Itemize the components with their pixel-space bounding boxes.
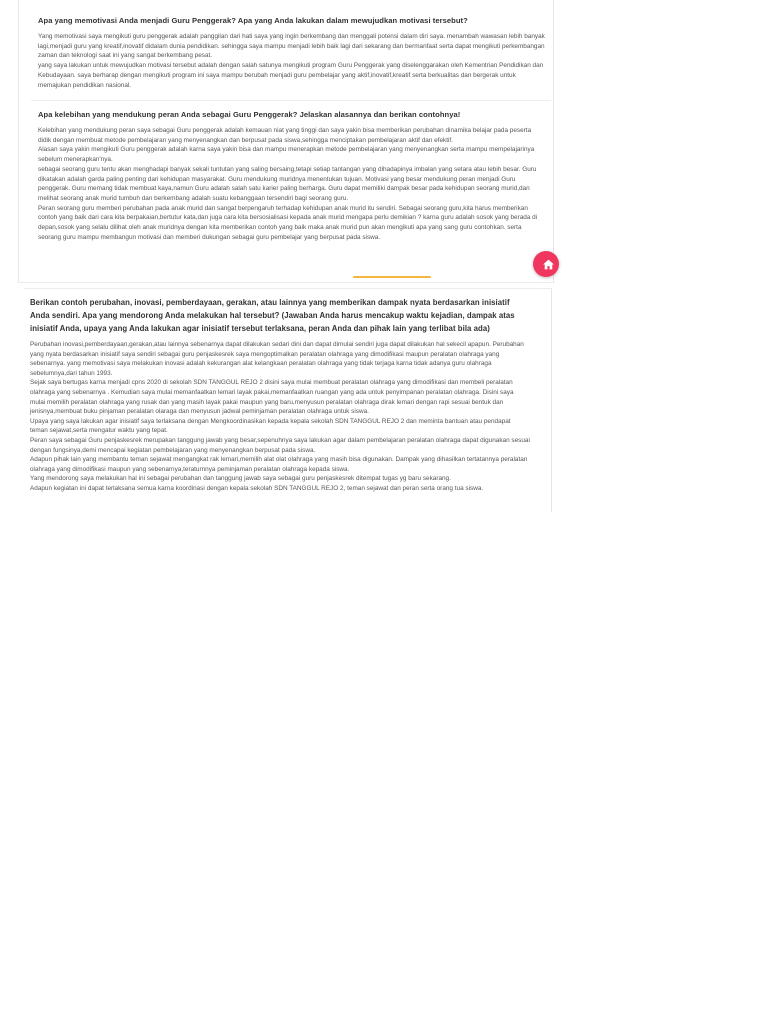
question-heading: Apa kelebihan yang mendukung peran Anda sebagai Guru Penggerak? Jelaskan alasannya dan berikan contohnya! [38,110,461,119]
answer-paragraph: Peran seorang guru memberi perubahan pada anak murid dan sangat berpengaruh terhadap kehidupan anak murid itu sendiri. Sebagai seorang guru,kita harus memberikan contoh yang baik dari cara kita berpakaian,bertutur kata,dan juga cara kita bersosialisasi kepada anak murid mengapa perlu demikian ? karna guru adalah sosok yang berada di depan,sosok yang selalu dilihat oleh anak muridnya dengan kita memberikan contoh yang baik maka anak murid pun akan mengikuti apa yang sang guru contohkan. serta seorang guru mampu membangun motivasi dan memberi dukungan sebagai guru pembelajar yang berpusat pada siswa. [38,204,538,241]
answer-paragraph: Adapun kegiatan ini dapat terlaksana semua karna koordinasi dengan kepala sekolah SDN TANGGUL REJO 2, teman sejawat dan peran serta orang tua siswa. [30,484,484,492]
question-heading: Apa yang memotivasi Anda menjadi Guru Penggerak? Apa yang Anda lakukan dalam mewujudkan motivasi tersebut? [38,16,468,25]
answer-paragraph: Yang mendorong saya melakukan hal ini sebagai perubahan dan tanggung jawab saya sebagai guru penjaskesrek ditempat tugas yg baru sekarang. [30,475,451,483]
answer-paragraph: sebagai seorang guru tentu akan menghadapi banyak sekali tuntutan yang saling bersaing,tetapi setiap tantangan yang dihadapinya imbalan yang setara atau lebih besar. Guru dikatakan adalah garda paling penting dari kehidupan masyarakat. Guru mendukung muridnya menentukan tujuan. Motivasi yang besar mendukung peran menjadi Guru penggerak. Guru memang tidak membuat kaya,namun Guru adalah salah satu karier paling berharga. Guru dapat memiliki dampak besar pada kehidupan seorang murid,dan melihat seorang anak murid tumbuh dan berkembang adalah suatu kebanggaan tersendiri bagi seorang guru. [38,165,537,202]
section-accent-bar [353,276,431,278]
answer-paragraph: Adapun pihak lain yang membantu teman sejawat mengangkat rak lemari,memilih alat olat olahraga yang masih bisa digunakan. Dampak yang dihasilkan tertatannya peralatan olahraga yang dimodifikasi maupun yang sebenarnya,teraturnnya peminjaman peralatan olahraga kepada siswa. [30,456,528,473]
qa-strengths [38,109,546,242]
answer-paragraph: Kelebihan yang mendukung peran saya sebagai Guru penggerak adalah kemauan niat yang tinggi dan saya yakin bisa memberikan perubahan dinamika belajar pada peserta didik dengan membuat metode pembelajaran yang menyenangkan dan berpusat pada siswa,sehingga menciptakan pembelajaran aktif dan efektif. [38,127,532,144]
home-button[interactable] [533,251,559,277]
answer-paragraph: Peran saya sebagai Guru penjaskesrek merupakan tanggung jawab yang besar,sepenuhnya saya lakukan agar dalam pembelajaran peralatan olahraga dapat digunakan sesuai dengan fungsinya,demi mencapai kegiatan pembelajaran yang menyenangkan berpusat pada siswa. [30,436,530,454]
answer-paragraph: Perubahan inovasi,pemberdayaan,gerakan,atau lainnya sebenarnya dapat dilakukan sedari dini dan dapat dimulai sendiri juga dapat dilakukan hal sekecil apapun. Perubahan yang nyata berdasarkan inisiatif saya sendiri sebagai guru penjaskesrek saya mengoptimalkan peralatan olahraga yang dimodifikasi maupun peralatan olahraga yang sebenarnya. yang memotivasi saya melakukan inovasi adalah kekurangan alat kelangkaan peralatan olahraga yang tidak terjaga karna tidak adanya guru olahraga sebelumnya,dari tahun 1993. [30,341,524,377]
qa-motivation [38,15,546,90]
answer-paragraph: Sejak saya bertugas karna menjadi cpns 2020 di sekolah SDN TANGGUL REJO 2 disini saya mulai membuat peralatan olahraga yang dimodifikasi dan membeli peralatan olahraga yang sebenarnya . Kemudian saya mulai memanfaatkan lemari layak pakai,memanfaatkan ruangan yang ada untuk penyimpanan peralatan olahraga. Disini saya mulai memilih peralatan olahraga yang rusak dan yang masih layak pakai maupun yang baru,menyusun peralatan olahraga dirak lemari dengan rapi sesuai bentuk dan jenisnya,membuat buku pinjaman peralatan olaraga dan menyusun jadwal peminjaman peralatan olahraga untuk siswa. [30,379,514,416]
answer-text [38,126,546,242]
answer-paragraph: yang saya lakukan untuk mewujudkan motivasi tersebut adalah dengan salah satunya mengikuti program Guru Penggerak yang diselenggarakan oleh Kementrian Pendidikan dan Kebudayaan. saya berharap dengan mengikuti program ini saya mampu berubah menjadi guru pembelajar yang aktif,inovatif,kreatif serta berkualitas dan bergerak untuk memajukan pendidikan nasional. [38,62,544,89]
question-heading: Berikan contoh perubahan, inovasi, pemberdayaan, gerakan, atau lainnya yang memberikan dampak nyata berdasarkan inisiatif Anda sendiri. Apa yang mendorong Anda melakukan hal tersebut? (Jawaban Anda harus mencakup waktu kejadian, dampak atas inisiatif Anda, upaya yang Anda lakukan agar inisiatif tersebut terlaksana, peran Anda dan pihak lain yang terlibat bila ada) [30,298,515,333]
home-icon [542,258,555,271]
qa-initiative [30,296,530,494]
answer-text [30,340,530,494]
answer-paragraph: Yang memotivasi saya mengikuti guru penggerak adalah panggilan dari hati saya yang ingin berkembang dan menggali potensi dalam diri saya. menambah wawasan lebih banyak lagi,menjadi guru yang kreatif,inovatif didalam dunia pendidikan. sehingga saya mampu menjadi lebih baik lagi dari sekarang dan bermanfaat serta dapat mengikuti perkembangan zaman dan teknologi saat ini yang sangat berkembang pesat. [38,33,545,60]
answer-paragraph: Alasan saya yakin mengikuti Guru penggerak adalah karna saya yakin bisa dan mampu menerapkan metode pembelajaran yang menyenangkan serta mampu mempelajarinya sebelum menerapkan'nya. [38,146,535,164]
answer-paragraph: Upaya yang saya lakukan agar inisiatif saya terlaksana dengan Mengkoordinasikan kepada kepala sekolah SDN TANGGUL REJO 2 dan meminta bantuan atau pendapat teman sejawat,serta mengatur waktu yang tepat. [30,417,511,435]
divider [31,100,551,101]
answer-text [38,32,546,90]
